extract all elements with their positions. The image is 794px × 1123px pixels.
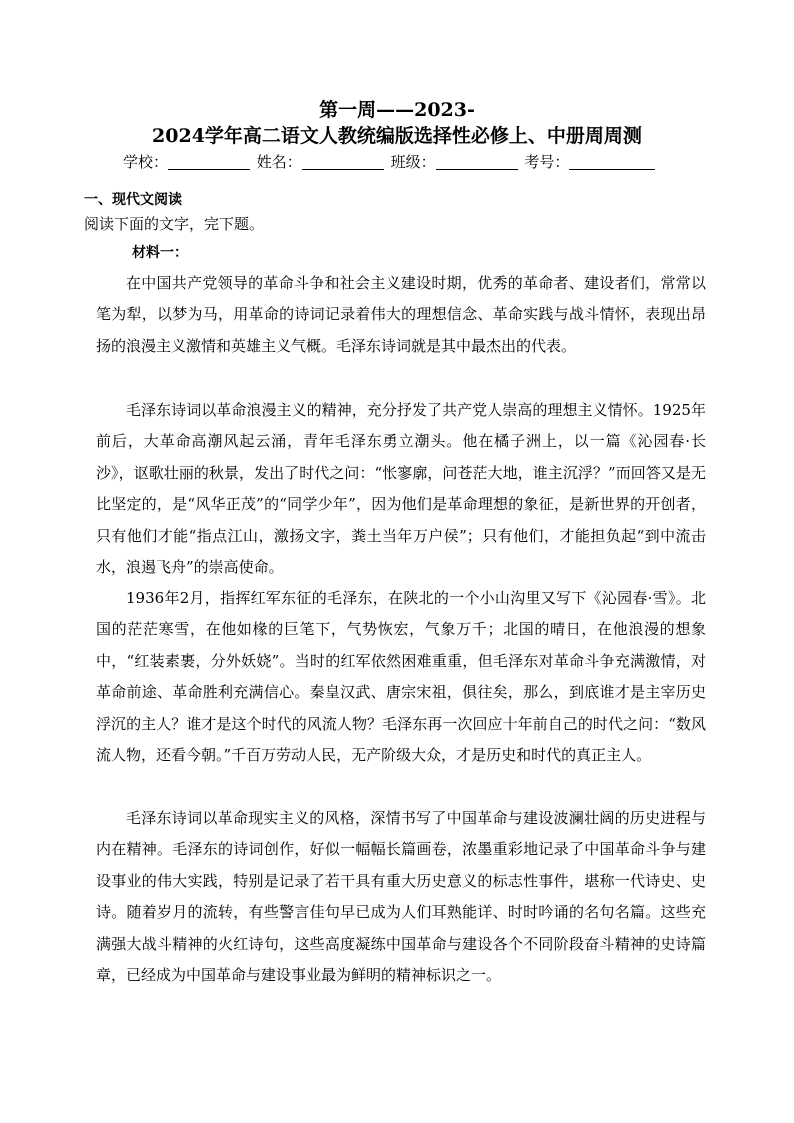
paragraph-1: 在中国共产党领导的革命斗争和社会主义建设时期，优秀的革命者、建设者们，常常以笔为犁，以梦为马，用革命的诗词记录着伟大的理想信念、革命实践与战斗情怀，表现出昂扬的浪漫主义激情和英雄主义气概。毛泽东诗词就是其中最杰出的代表。 [96, 274, 706, 355]
section-instruction: 阅读下面的文字，完下题。 [84, 215, 265, 233]
student-info-row [123, 151, 683, 173]
school-label: 学校： [123, 153, 169, 171]
name-label: 姓名： [256, 153, 302, 171]
name-blank[interactable] [302, 153, 384, 170]
class-label: 班级： [390, 153, 436, 171]
document-title-line1: 第一周——2023- [319, 99, 475, 121]
paragraph-2: 毛泽东诗词以革命浪漫主义的精神，充分抒发了共产党人崇高的理想主义情怀。1925年前后，大革命高潮风起云涌，青年毛泽东勇立潮头。他在橘子洲上，以一篇《沁园春·长沙》，讴歌壮丽的秋景，发出了时代之问：“怅寥廓，问苍茫大地，谁主沉浮？”而回答又是无比坚定的，是“风华正茂”的“同学少年”，因为他们是革命理想的象征，是新世界的开创者，只有他们才能“指点江山，激扬文字，粪土当年万户侯”；只有他们，才能担负起“到中流击水，浪遏飞舟”的崇高使命。 [96, 401, 706, 577]
paragraph-3: 1936年2月，指挥红军东征的毛泽东，在陕北的一个小山沟里又写下《沁园春·雪》。北国的茫茫寒雪，在他如椽的巨笔下，气势恢宏，气象万千；北国的晴日，在他浪漫的想象中，“红装素裹，分外妖娆”。当时的红军依然困难重重，但毛泽东对革命斗争充满激情，对革命前途、革命胜利充满信心。秦皇汉武、唐宗宋祖，俱往矣，那么，到底谁才是主宰历史浮沉的主人？谁才是这个时代的风流人物？毛泽东再一次回应十年前自己的时代之问：“数风流人物，还看今朝。”千百万劳动人民，无产阶级大众，才是历史和时代的真正主人。 [96, 589, 706, 765]
class-blank[interactable] [436, 153, 518, 170]
document-title-line2: 2024学年高二语文人教统编版选择性必修上、中册周周测 [152, 125, 642, 147]
material-label: 材料一： [132, 245, 188, 261]
exam-number-blank[interactable] [569, 153, 655, 170]
section-heading: 一、现代文阅读 [84, 192, 182, 208]
exam-number-label: 考号： [524, 153, 570, 171]
school-blank[interactable] [168, 153, 250, 170]
paragraph-4: 毛泽东诗词以革命现实主义的风格，深情书写了中国革命与建设波澜壮阔的历史进程与内在精神。毛泽东的诗词创作，好似一幅幅长篇画卷，浓墨重彩地记录了中国革命斗争与建设事业的伟大实践，特别是记录了若干具有重大历史意义的标志性事件，堪称一代诗史、史诗。随着岁月的流转，有些警言佳句早已成为人们耳熟能详、时时吟诵的名句名篇。这些充满强大战斗精神的火红诗句，这些高度凝练中国革命与建设各个不同阶段奋斗精神的史诗篇章，已经成为中国革命与建设事业最为鲜明的精神标识之一。 [96, 809, 706, 985]
